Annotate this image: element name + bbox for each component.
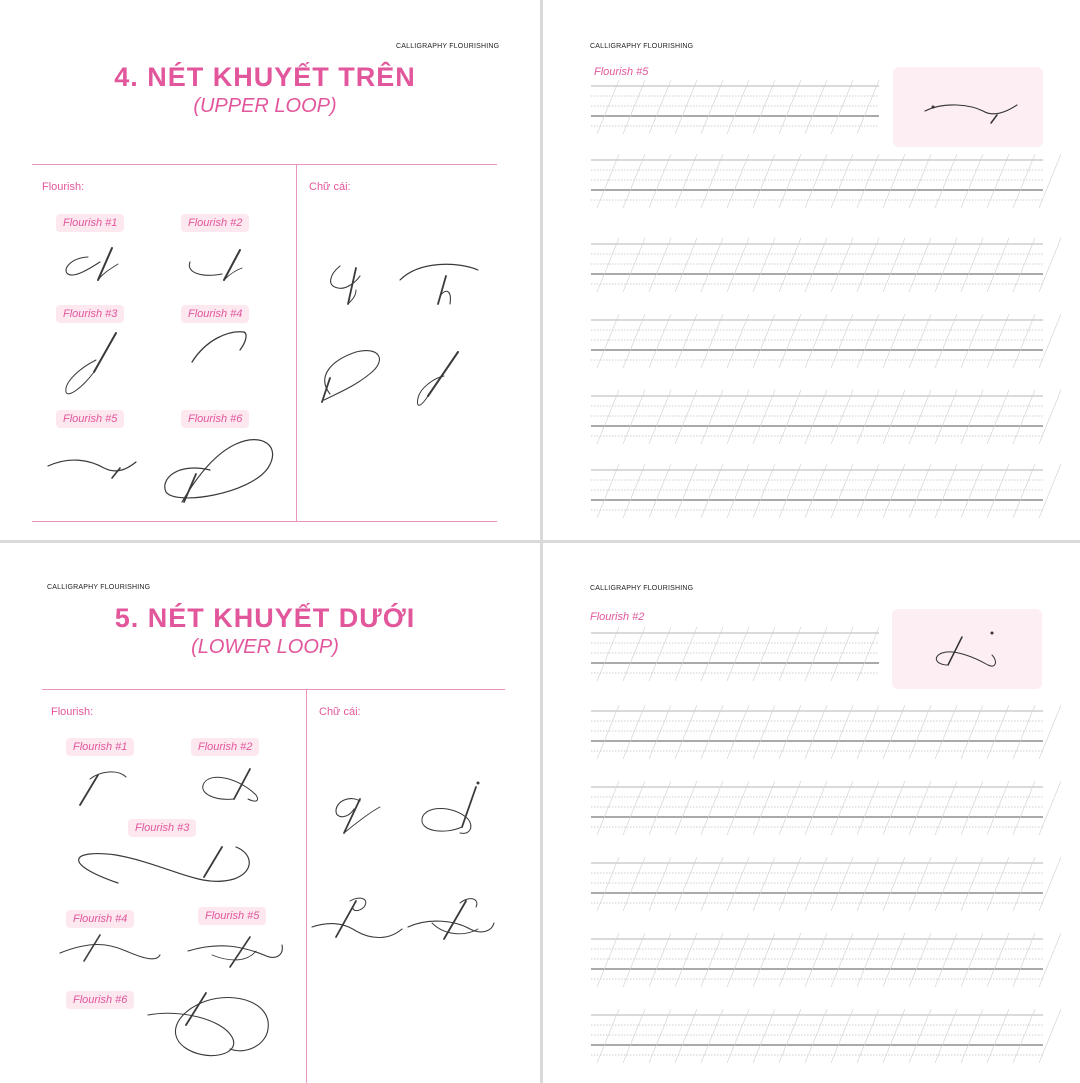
flourish-2-stroke (203, 769, 258, 801)
slant-line (1039, 464, 1061, 518)
slant-line (1039, 781, 1061, 835)
letter-k-stroke (322, 351, 379, 402)
letter-j-stroke (422, 782, 479, 833)
flourish-label-3: Flourish #3 (56, 305, 124, 323)
slant-line (1039, 314, 1061, 368)
letter-p-stroke (312, 898, 402, 937)
practice-guidelines (543, 543, 1080, 1083)
section-subtitle: (UPPER LOOP) (193, 95, 337, 117)
flourish-label-5: Flourish #5 (56, 410, 124, 428)
worksheet-upper-loop (0, 0, 540, 540)
page-header: CALLIGRAPHY FLOURISHING (590, 43, 694, 50)
slant-line (1039, 1009, 1061, 1063)
page-header: CALLIGRAPHY FLOURISHING (396, 43, 500, 50)
letter-p-flourish-stroke (408, 899, 494, 939)
flourish-drawings (0, 543, 540, 1083)
slant-line (1039, 238, 1061, 292)
letter-b-stroke (331, 266, 360, 304)
section-subtitle: (LOWER LOOP) (191, 636, 339, 658)
letters-heading: Chữ cái: (319, 706, 361, 718)
worksheet-lower-loop (0, 543, 540, 1083)
flourish-label-6: Flourish #6 (66, 991, 134, 1009)
practice-label: Flourish #2 (590, 611, 645, 623)
flourish-heading: Flourish: (51, 706, 94, 718)
flourish-6-stroke (165, 440, 273, 502)
practice-guidelines (543, 0, 1080, 540)
flourish-1-stroke (66, 248, 118, 280)
page-header: CALLIGRAPHY FLOURISHING (590, 585, 694, 592)
page-header: CALLIGRAPHY FLOURISHING (47, 584, 151, 591)
flourish-3-stroke (66, 333, 116, 394)
slant-line (1039, 154, 1061, 208)
flourish-4-stroke (192, 332, 246, 362)
flourish-label-4: Flourish #4 (66, 910, 134, 928)
slant-line (1039, 857, 1061, 911)
flourish-1-stroke (80, 772, 126, 805)
flourish-5-stroke (48, 460, 136, 478)
flourish-2-stroke (189, 250, 242, 280)
letter-l-stroke (417, 352, 458, 405)
letter-g-stroke (336, 799, 380, 833)
flourish-3-stroke (79, 847, 250, 883)
slant-line (1039, 933, 1061, 987)
section-title: 5. NÉT KHUYẾT DƯỚI (114, 603, 416, 633)
slant-line (1039, 705, 1061, 759)
flourish-label-1: Flourish #1 (56, 214, 124, 232)
practice-label: Flourish #5 (594, 66, 649, 78)
flourish-label-2: Flourish #2 (181, 214, 249, 232)
flourish-label-4: Flourish #4 (181, 305, 249, 323)
flourish-label-5: Flourish #5 (198, 907, 266, 925)
section-title: 4. NÉT KHUYẾT TRÊN (114, 62, 416, 92)
letter-h-stroke (400, 264, 478, 304)
practice-sheet-upper-loop (543, 0, 1080, 540)
flourish-5-stroke (188, 937, 282, 967)
letters-heading: Chữ cái: (309, 181, 351, 193)
flourish-4-stroke (60, 935, 160, 961)
flourish-drawings (0, 0, 540, 540)
flourish-label-3: Flourish #3 (128, 819, 196, 837)
flourish-heading: Flourish: (42, 181, 85, 193)
practice-sheet-lower-loop (543, 543, 1080, 1083)
flourish-label-2: Flourish #2 (191, 738, 259, 756)
flourish-label-6: Flourish #6 (181, 410, 249, 428)
slant-line (1039, 390, 1061, 444)
flourish-label-1: Flourish #1 (66, 738, 134, 756)
flourish-6-stroke (148, 993, 268, 1056)
